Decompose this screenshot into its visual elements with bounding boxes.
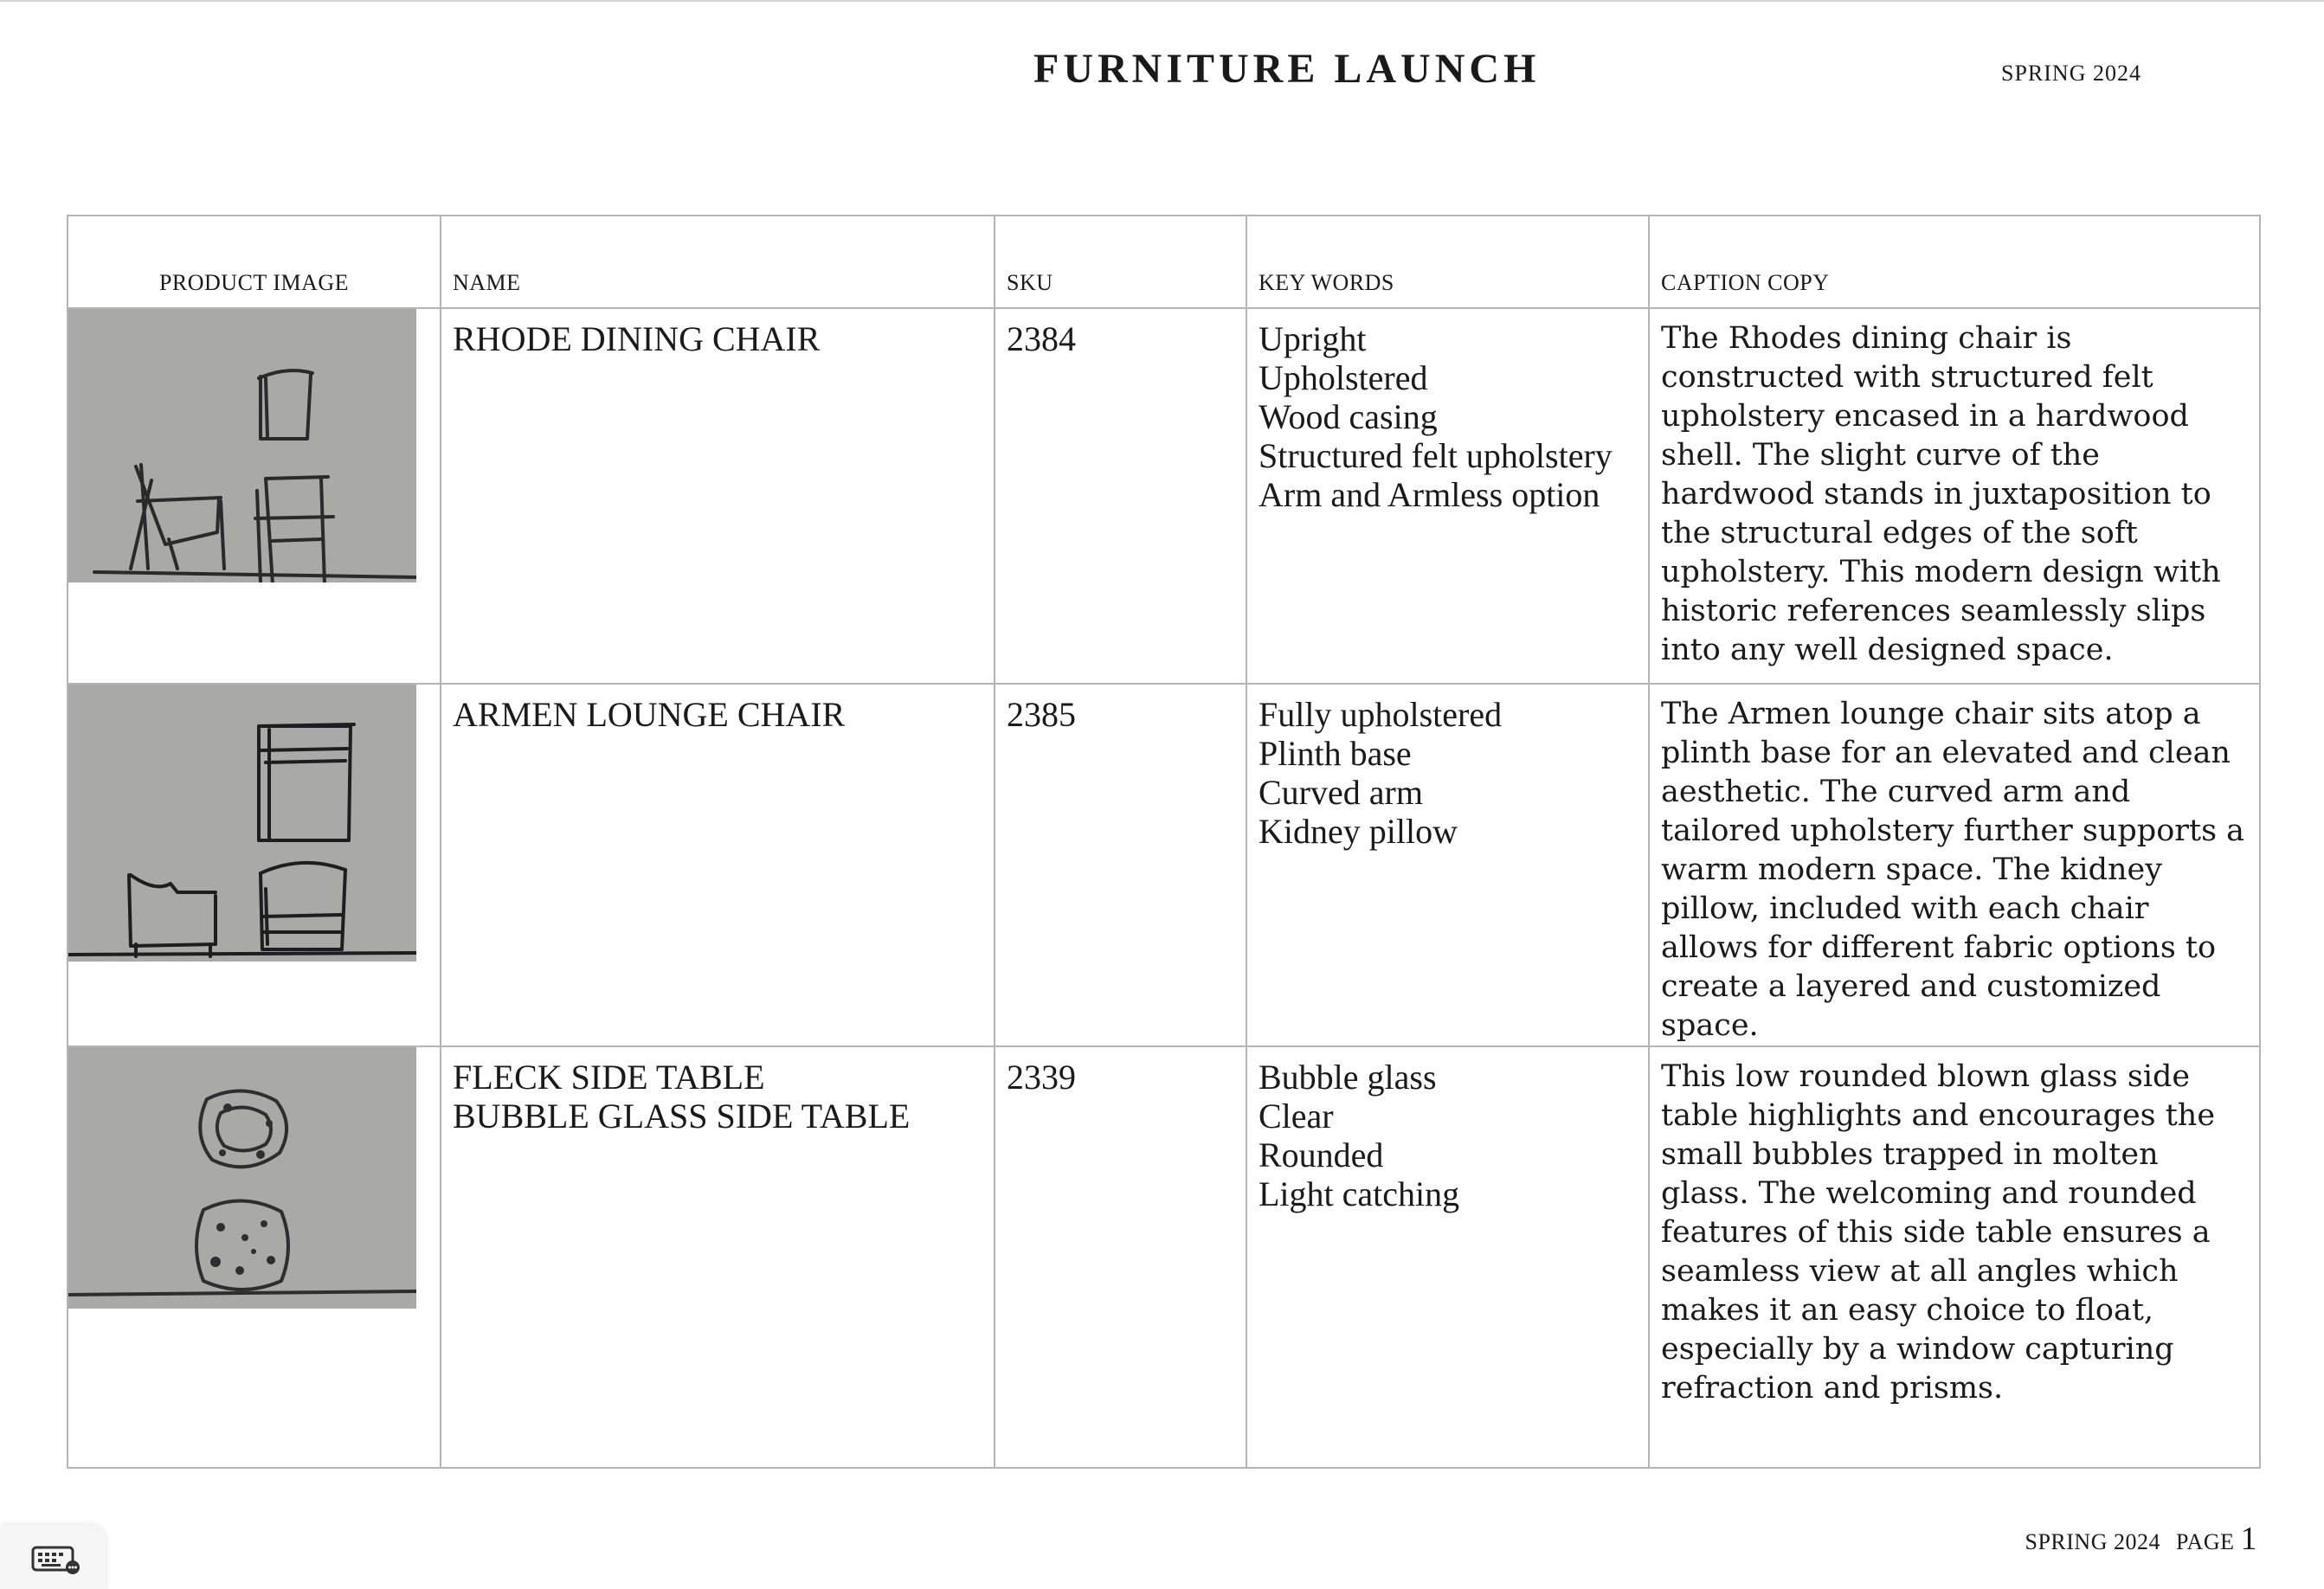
page-footer <box>2025 1520 2258 1558</box>
keyword: Upholstered <box>1259 358 1428 397</box>
product-name-cell <box>441 308 995 684</box>
sku-cell <box>995 1046 1246 1468</box>
product-name-cell <box>441 1046 995 1468</box>
keyword: Structured felt upholstery <box>1259 436 1613 475</box>
keyword: Kidney pillow <box>1259 812 1458 851</box>
caption-text: This low rounded blown glass side table highlights and encourages the small bubbles trapped in molten glass. The welcoming and rounded features of this side table ensures a seamless view at all angles which makes it an easy choice to float, especially by a window capturing refraction and prisms. <box>1661 1059 2216 1406</box>
sku-value: 2385 <box>1007 695 1076 734</box>
product-name: FLECK SIDE TABLE <box>453 1058 765 1097</box>
column-header-key-words: KEY WORDS <box>1246 216 1649 308</box>
column-header-caption-copy: CAPTION COPY <box>1649 216 2260 308</box>
keyword: Fully upholstered <box>1259 695 1503 734</box>
side-table-sketch-icon <box>68 1047 416 1309</box>
keyword: Rounded <box>1259 1135 1384 1174</box>
key-words-cell <box>1246 1046 1649 1468</box>
keyboard-icon <box>31 1544 81 1575</box>
caption-copy-cell <box>1649 308 2260 684</box>
page-title: FURNITURE LAUNCH <box>1033 46 1541 92</box>
footer-season: SPRING 2024 <box>2025 1529 2160 1554</box>
product-name-cell <box>441 684 995 1046</box>
key-words-cell <box>1246 308 1649 684</box>
column-header-name: NAME <box>441 216 995 308</box>
keyword: Curved arm <box>1259 773 1423 812</box>
product-table <box>67 215 2261 1469</box>
caption-text: The Armen lounge chair sits atop a plinth base for an elevated and clean aesthetic. The curved arm and tailored upholstery further supports a warm modern space. The kidney pillow, included with each chair allows for different fabric options to create a layered and customized space. <box>1661 697 2245 1043</box>
keyword: Arm and Armless option <box>1259 475 1600 514</box>
product-image-cell <box>68 684 441 1046</box>
column-header-product-image: PRODUCT IMAGE <box>68 216 441 308</box>
product-name: RHODE DINING CHAIR <box>453 319 821 358</box>
product-image-cell <box>68 1046 441 1468</box>
product-alt-name: BUBBLE GLASS SIDE TABLE <box>453 1097 911 1135</box>
season-label: SPRING 2024 <box>2001 61 2141 86</box>
keyword: Light catching <box>1259 1174 1460 1213</box>
product-name: ARMEN LOUNGE CHAIR <box>453 695 846 734</box>
top-divider <box>0 0 2324 2</box>
sku-cell <box>995 684 1246 1046</box>
lounge-chair-sketch-icon <box>68 685 416 962</box>
table-header-row <box>68 216 2260 308</box>
sku-value: 2339 <box>1007 1058 1076 1097</box>
keyword: Plinth base <box>1259 734 1412 773</box>
caption-copy-cell <box>1649 1046 2260 1468</box>
keyboard-toggle-button[interactable] <box>0 1525 106 1589</box>
key-words-cell <box>1246 684 1649 1046</box>
sku-value: 2384 <box>1007 319 1076 358</box>
keyword: Upright <box>1259 319 1367 358</box>
caption-copy-cell <box>1649 684 2260 1046</box>
table-row <box>68 684 2260 1046</box>
sku-cell <box>995 308 1246 684</box>
caption-text: The Rhodes dining chair is constructed with structured felt upholstery encased in a hardwood shell. The slight curve of the hardwood stands in juxtaposition to the structural edges of the soft upholstery. This modern design with historic references seamlessly slips into any well designed space. <box>1661 321 2221 667</box>
dining-chair-sketch-icon <box>68 309 416 582</box>
page-number: 1 <box>2240 1521 2257 1557</box>
product-image-cell <box>68 308 441 684</box>
keyword: Bubble glass <box>1259 1058 1437 1097</box>
keyword: Wood casing <box>1259 397 1438 436</box>
keyword: Clear <box>1259 1097 1334 1135</box>
table-row <box>68 308 2260 684</box>
column-header-sku: SKU <box>995 216 1246 308</box>
table-row <box>68 1046 2260 1468</box>
footer-page-label: PAGE <box>2175 1529 2235 1554</box>
